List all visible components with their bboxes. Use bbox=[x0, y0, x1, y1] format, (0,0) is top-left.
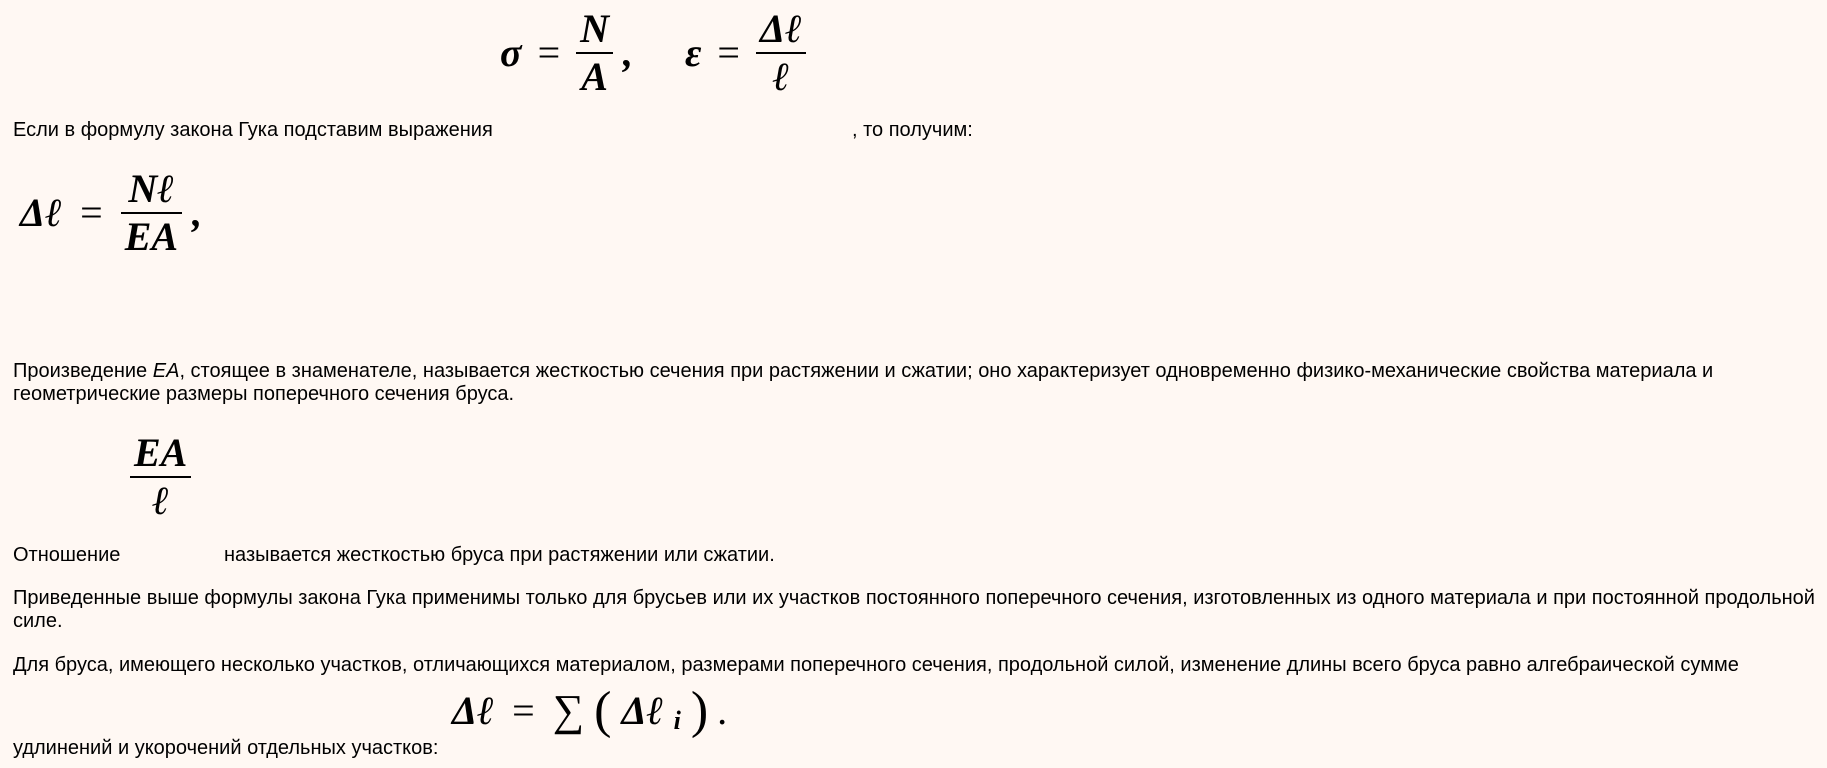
equals-sign-3: = bbox=[80, 190, 103, 235]
sum-sign: ∑ bbox=[552, 685, 585, 735]
formula-elongation bbox=[20, 166, 202, 260]
denominator-l-2: ℓ bbox=[152, 478, 170, 523]
p2-ea-term: EA bbox=[152, 360, 180, 382]
denominator-l: ℓ bbox=[772, 54, 790, 99]
denominator-a: A bbox=[581, 54, 608, 99]
comma-2: , bbox=[192, 190, 203, 235]
equals-sign: = bbox=[537, 30, 561, 75]
open-paren: ( bbox=[594, 681, 612, 739]
close-paren: ) bbox=[690, 681, 709, 739]
paragraph-ratio-end bbox=[224, 543, 775, 567]
paragraph-ratio-start bbox=[13, 543, 120, 567]
paragraph-multiple-sections bbox=[13, 653, 1739, 677]
p2-text-a: Произведение bbox=[13, 360, 153, 382]
formula-sum-rule bbox=[452, 680, 728, 748]
delta-l-term: Δℓ bbox=[621, 687, 664, 733]
numerator-nl: Nℓ bbox=[128, 166, 175, 211]
p3-start-text: Отношение bbox=[13, 544, 121, 566]
fraction-dl-over-l bbox=[756, 6, 806, 100]
sigma-symbol: σ bbox=[500, 30, 522, 75]
period: . bbox=[718, 687, 729, 733]
equals-sign-4: = bbox=[512, 687, 535, 733]
paragraph-section-stiffness bbox=[13, 360, 1815, 406]
formula-stress-strain bbox=[500, 6, 806, 100]
p2-text-b: , стоящее в знаменателе, называется жесткостью сечения при растяжении и сжатии; оно характеризует одновременно физико-механические свойства материала и геометрические размеры поперечного сечения бруса. bbox=[13, 360, 1714, 405]
fraction-nl-over-ea bbox=[121, 166, 182, 260]
numerator-n: N bbox=[580, 6, 610, 51]
p4-text: Приведенные выше формулы закона Гука применимы только для брусьев или их участков постоянного поперечного сечения, изготовленных из одного материала и при постоянной продольной силе. bbox=[13, 587, 1815, 632]
subscript-i: i bbox=[673, 706, 681, 735]
p5-text: Для бруса, имеющего несколько участков, отличающихся материалом, размерами поперечного сечения, продольной силой, изменение длины всего бруса равно алгебраической сумме bbox=[13, 654, 1739, 676]
paragraph-partial-elongations bbox=[13, 736, 438, 760]
epsilon-symbol: ε bbox=[685, 30, 702, 75]
fraction-n-over-a bbox=[576, 6, 613, 100]
paragraph-applicability bbox=[13, 587, 1815, 633]
delta-l-lhs: Δℓ bbox=[20, 190, 63, 235]
p1-end-text: , то получим: bbox=[852, 119, 973, 141]
delta-l-total: Δℓ bbox=[452, 687, 495, 733]
formula-stiffness-ratio bbox=[130, 430, 191, 524]
p3-end-text: называется жесткостью бруса при растяжении или сжатии. bbox=[224, 544, 775, 566]
paragraph-hooke-substitution bbox=[13, 118, 493, 142]
equals-sign-2: = bbox=[717, 30, 740, 75]
paragraph-hooke-substitution-end bbox=[852, 118, 973, 142]
numerator-ea: EA bbox=[134, 430, 188, 475]
p1-start-text: Если в формулу закона Гука подставим выражения bbox=[13, 119, 493, 141]
fraction-ea-over-l bbox=[130, 430, 191, 524]
denominator-ea: EA bbox=[124, 214, 179, 259]
numerator-delta-l: Δℓ bbox=[759, 6, 803, 51]
comma: , bbox=[623, 30, 634, 75]
p6-text: удлинений и укорочений отдельных участков: bbox=[13, 737, 439, 759]
